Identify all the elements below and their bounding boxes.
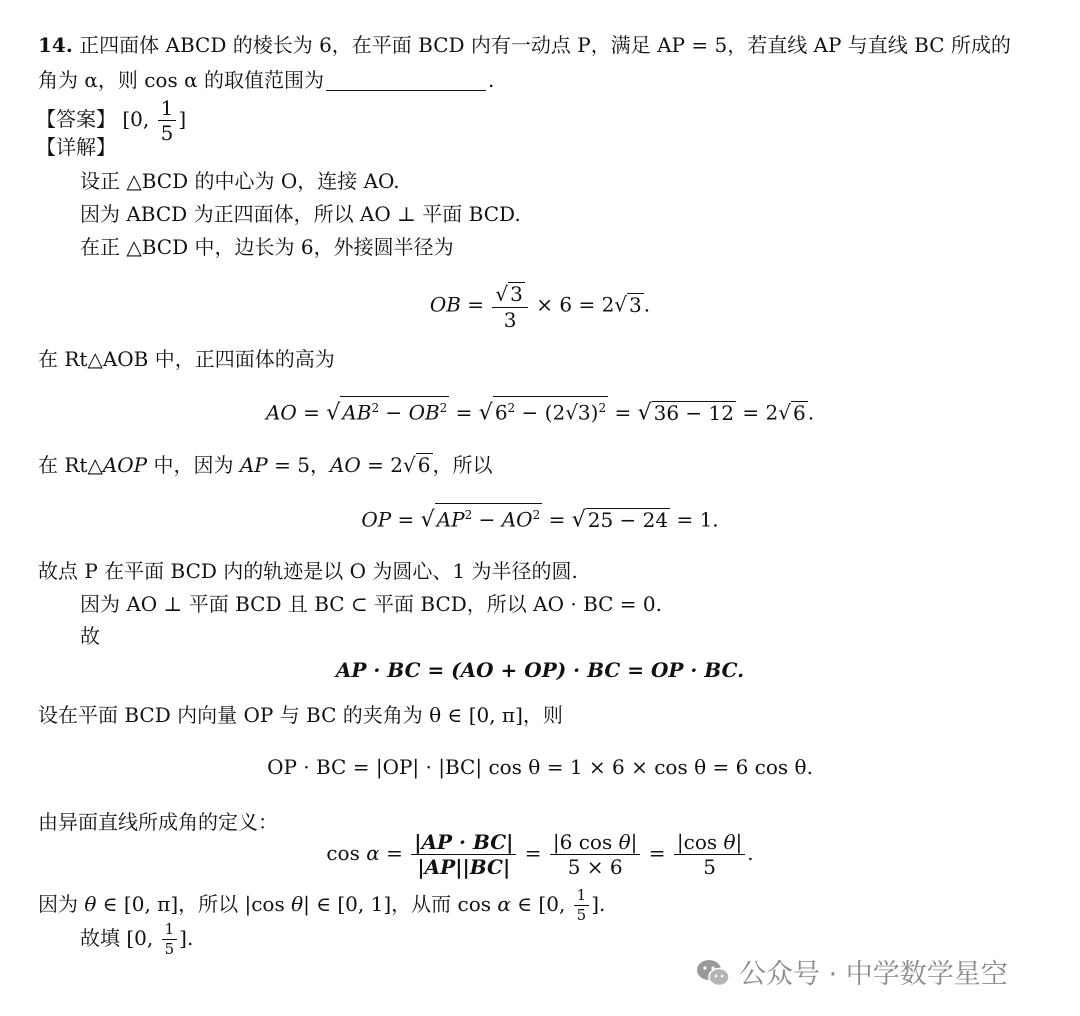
solution-line-12: 故填 [0, $\frac{1}{5}$ ].	[80, 920, 194, 958]
solution-line-3: 在正 △BCD 中，边长为 6，外接圆半径为	[80, 235, 454, 259]
problem-text-1: 正四面体 ABCD 的棱长为 6，在平面 BCD 内有一动点 P，满足 AP = 5，若直线 AP 与直线 BC 所成的	[79, 33, 1011, 57]
solution-line-11: 因为 θ ∈ [0, π]，所以 |cos θ| ∈ [0, 1]，从而 cos α ∈ [0, $\frac{1}{5}$ ].	[38, 886, 606, 924]
answer-blank	[326, 70, 486, 91]
watermark	[695, 952, 1008, 991]
solution-line-4: 在 Rt△AOB 中，正四面体的高为	[38, 347, 335, 371]
answer-label: 【答案】	[36, 107, 116, 131]
equation-dot-product: AP · BC = (AO + OP) · BC = OP · BC.	[335, 658, 745, 682]
equation-op-bc: OP · BC = |OP| · |BC| cos θ = 1 × 6 × cos θ = 6 cos θ.	[267, 755, 813, 779]
problem-number: 14.	[38, 33, 73, 57]
equation-op: OP = √ $AP^2 - AO^2$ = √ 25 − 24 = 1.	[0, 503, 1080, 535]
solution-line-1: 设正 △BCD 的中心为 O，连接 AO.	[80, 169, 400, 193]
solution-line-10: 由异面直线所成角的定义：	[38, 810, 278, 834]
problem-line-1	[38, 31, 1011, 59]
solution-line-5: 在 Rt△AOP 中，因为 AP = 5，AO = 2√ 6 ，所以	[38, 453, 493, 477]
problem-line-2: 角为 α，则 cos α 的取值范围为 .	[38, 68, 495, 92]
equation-ao: AO = √ $AB^2 - OB^2$ = √ $6^2 - (2√3)^2$ = √ 36 − 12 = 2√ 6 .	[0, 396, 1080, 428]
problem-text-2: 角为 α，则 cos α 的取值范围为	[38, 68, 324, 92]
watermark-text: 公众号 · 中学数学星空	[739, 959, 1008, 990]
equation-ob: OB = $\frac{√ 3}{3}$ × 6 = 2√ 3 .	[429, 282, 651, 332]
answer-value: [0, $\frac{1}{5}$ ]	[122, 96, 187, 145]
solution-line-9: 设在平面 BCD 内向量 OP 与 BC 的夹角为 θ ∈ [0, π]，则	[38, 703, 563, 727]
solution-line-6: 故点 P 在平面 BCD 内的轨迹是以 O 为圆心、1 为半径的圆.	[38, 559, 578, 583]
solution-line-7: 因为 AO ⊥ 平面 BCD 且 BC ⊂ 平面 BCD，所以 AO · BC = 0.	[80, 592, 663, 616]
detail-label: 【详解】	[36, 135, 116, 159]
solution-line-2: 因为 ABCD 为正四面体，所以 AO ⊥ 平面 BCD.	[80, 202, 521, 226]
wechat-icon	[695, 959, 739, 990]
solution-line-8: 故	[80, 624, 100, 648]
equation-cos-alpha: cos α = $\frac{|AP \cdot BC|}{|AP||BC|}$ = $\frac{\text{|6 cos θ|}}{5 \times 6}$ = $\frac{\text{|cos θ|}}{5}$ .	[326, 830, 754, 879]
